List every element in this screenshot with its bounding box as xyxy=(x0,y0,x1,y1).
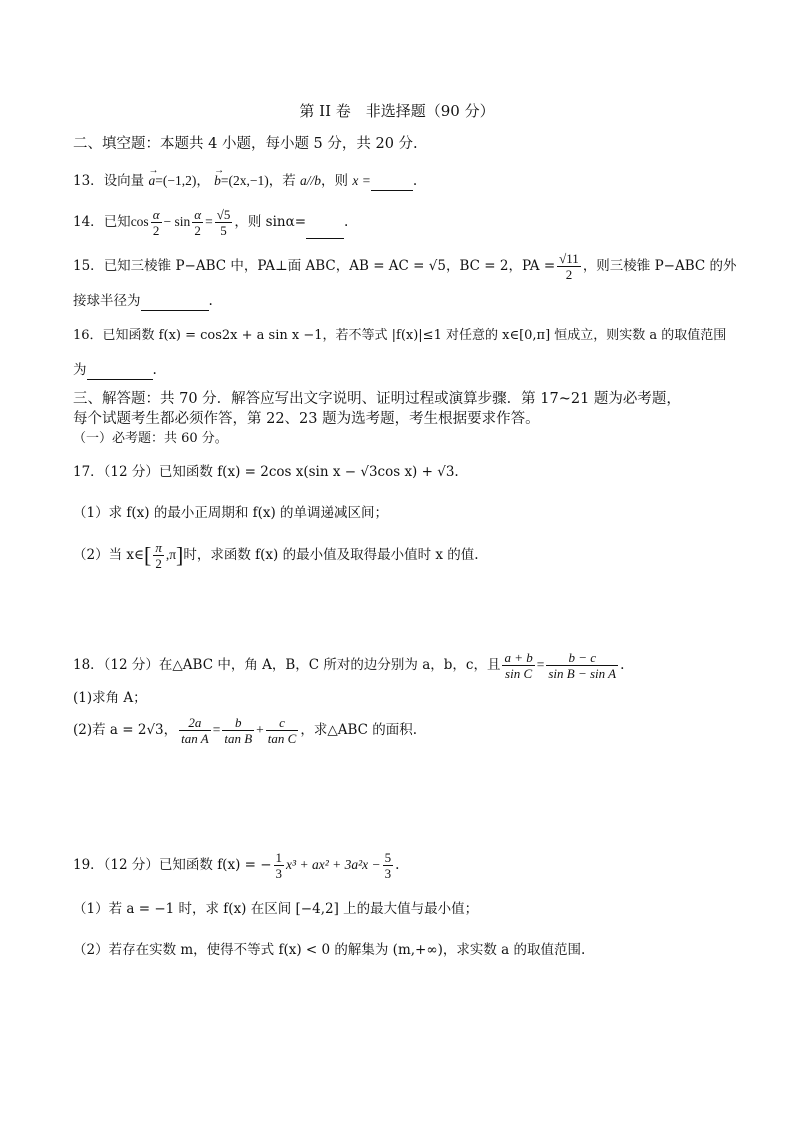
fraction xyxy=(383,850,394,881)
numerator: √11 xyxy=(559,251,579,266)
denominator: 3 xyxy=(384,866,392,881)
answer-blank xyxy=(87,365,153,380)
numerator: 1 xyxy=(275,850,283,865)
question-17: 17．（12 分）已知函数 f(x) = 2cos x(sin x − √3cos x) + √3. xyxy=(73,464,459,480)
required-subheading: （一）必考题：共 60 分。 xyxy=(73,431,228,446)
bracket-left: [ xyxy=(144,542,152,568)
numerator: b xyxy=(222,715,254,731)
numerator: α xyxy=(194,207,202,222)
q14-sin: − sin xyxy=(163,214,191,229)
q14-number: 14． xyxy=(73,214,104,230)
vector-b: → b xyxy=(214,171,221,191)
denominator: sin B − sin A xyxy=(548,666,617,681)
denominator: sin C xyxy=(505,666,533,681)
fraction xyxy=(153,540,164,571)
plus: + xyxy=(256,722,264,737)
numerator: √5 xyxy=(216,207,231,222)
question-19-part-1: （1）若 a = −1 时，求 f(x) 在区间 [−4,2] 上的最大值与最小值； xyxy=(73,901,479,917)
fraction xyxy=(546,650,618,681)
fraction xyxy=(274,850,285,881)
q13-parallel: a//b xyxy=(300,173,322,188)
q15-text: 已知三棱锥 P−ABC 中，PA⊥面 ABC，AB = AC = √5，BC = 2，PA = xyxy=(103,258,556,274)
question-13: 13．设向量 → a=(−1,2)， → b=(2x,−1)，若 a//b，则 x = . xyxy=(73,171,417,191)
q13-text: 设向量 xyxy=(103,173,145,189)
question-14 xyxy=(73,205,348,239)
bracket-right: ] xyxy=(176,542,184,568)
q14-cos: cos xyxy=(130,214,149,229)
answer-blank xyxy=(371,176,413,191)
equals: = xyxy=(205,214,213,229)
question-15 xyxy=(73,249,737,283)
q13-text-2: ，若 xyxy=(268,173,296,189)
q14-end: . xyxy=(344,214,349,230)
fraction xyxy=(222,715,254,746)
question-18-part-2: (2)若 a = 2√3， $\frac{2a}{\text{tan A}}$ = $\frac{b}{\text{tan B}}$ + $\frac{c}{\text{tan C}}$ ，求△ABC 的面积. xyxy=(73,715,418,746)
q13-b-value: =(2x,−1) xyxy=(220,173,269,188)
denominator: 2 xyxy=(155,556,162,571)
numerator: 2a xyxy=(179,715,211,731)
fraction xyxy=(179,715,211,746)
q15-text-2: 接球半径为 xyxy=(73,293,141,309)
question-19-part-2: （2）若存在实数 m，使得不等式 f(x) < 0 的解集为 (m,+∞)，求实数 a 的取值范围. xyxy=(73,942,586,958)
q15-number: 15． xyxy=(73,258,104,274)
fraction xyxy=(215,207,233,238)
numerator: c xyxy=(266,715,299,731)
q15-text-end: ，则三棱锥 P−ABC 的外 xyxy=(582,258,737,274)
q13-end: . xyxy=(412,173,418,189)
q13-a-value: =(−1,2) xyxy=(155,173,197,188)
q16-text: 已知函数 f(x) = cos2x + a sin x −1，若不等式 |f(x)|≤1 对任意的 x∈[0,π] 恒成立，则实数 a 的取值范围 xyxy=(102,328,727,343)
fraction xyxy=(151,207,162,238)
fraction xyxy=(266,715,299,746)
q14-text-2: ，则 sinα= xyxy=(234,214,307,230)
equals: = xyxy=(536,657,545,672)
q17-p2-text: （2）当 x∈ xyxy=(73,547,144,563)
q16-end: . xyxy=(152,362,157,378)
denominator: 2 xyxy=(565,267,573,282)
q18-p2-text: (2)若 a = 2√3， xyxy=(73,722,178,738)
q17-p2-text-2: 时，求函数 f(x) 的最小值及取得最小值时 x 的值. xyxy=(183,547,479,563)
denominator: tan A xyxy=(181,731,209,746)
numerator: π xyxy=(155,540,162,555)
question-18-part-1: (1)求角 A； xyxy=(73,690,147,706)
question-18 xyxy=(73,648,624,682)
numerator: b − c xyxy=(546,650,618,666)
denominator: tan B xyxy=(224,731,253,746)
fraction xyxy=(192,207,203,238)
fraction xyxy=(557,251,581,282)
section-title: 第 II 卷 非选择题（90 分） xyxy=(299,102,495,120)
question-19 xyxy=(73,848,399,882)
q16-text-2: 为 xyxy=(73,362,87,378)
q13-x: x = xyxy=(352,173,371,188)
question-17-part-1: （1）求 f(x) 的最小正周期和 f(x) 的单调递减区间； xyxy=(73,505,389,521)
q15-end: . xyxy=(208,293,213,309)
numerator: α xyxy=(152,207,160,222)
q18-p2-text-2: ，求△ABC 的面积. xyxy=(300,722,418,738)
q18-end: . xyxy=(620,657,625,673)
q19-polynomial: x³ + ax² + 3a²x − xyxy=(286,857,381,872)
q13-number: 13． xyxy=(73,173,104,189)
denominator: 2 xyxy=(152,223,160,238)
question-16-line-2 xyxy=(73,360,157,380)
part3-heading-line-1: 三、解答题：共 70 分．解答应写出文字说明、证明过程或演算步骤．第 17~21 题为必考题， xyxy=(73,391,681,407)
fraction xyxy=(502,650,534,681)
denominator: 3 xyxy=(275,866,283,881)
numerator: 5 xyxy=(384,850,392,865)
q19-text: 19．（12 分）已知函数 f(x) = − xyxy=(73,857,272,873)
q18-text: 18．（12 分）在△ABC 中，角 A，B，C 所对的边分别为 a，b，c，且 xyxy=(73,657,501,673)
numerator: a + b xyxy=(504,650,533,665)
question-15-line-2 xyxy=(73,291,213,311)
denominator: 2 xyxy=(194,223,201,238)
answer-blank xyxy=(306,224,344,239)
q16-number: 16． xyxy=(73,328,103,343)
q17-p2-interval-end: ,π xyxy=(165,547,177,562)
answer-blank xyxy=(141,296,209,311)
q14-text: 已知 xyxy=(103,214,131,230)
question-17-part-2 xyxy=(73,538,479,573)
denominator: 5 xyxy=(220,223,227,238)
question-16 xyxy=(73,326,726,346)
q19-end: . xyxy=(395,857,400,873)
part2-heading: 二、填空题：本题共 4 小题，每小题 5 分，共 20 分. xyxy=(73,136,418,152)
denominator: tan C xyxy=(267,731,297,746)
part3-heading-line-2: 每个试题考生都必须作答，第 22、23 题为选考题，考生根据要求作答。 xyxy=(73,411,540,427)
q13-text-3: ，则 xyxy=(321,173,349,189)
vector-a: → a xyxy=(148,171,155,191)
